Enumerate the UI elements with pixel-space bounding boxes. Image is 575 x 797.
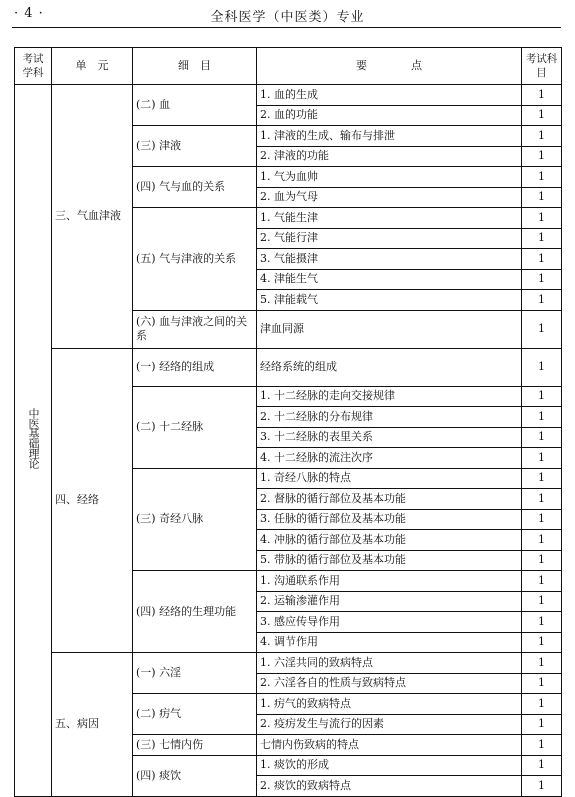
detail-cell: (三) 津液 <box>133 126 257 167</box>
point-cell: 2. 血的功能 <box>257 105 522 126</box>
detail-cell: (四) 气与血的关系 <box>133 167 257 208</box>
required-cell: 1 <box>522 167 562 188</box>
detail-cell: (五) 气与津液的关系 <box>133 208 257 311</box>
required-cell: 1 <box>522 509 562 530</box>
point-cell: 1. 奇经八脉的特点 <box>257 468 522 489</box>
detail-cell: (三) 七情内伤 <box>133 735 257 756</box>
point-cell: 1. 气为血帅 <box>257 167 522 188</box>
page-number: · 4 · <box>14 6 44 21</box>
required-cell: 1 <box>522 126 562 147</box>
required-cell: 1 <box>522 673 562 694</box>
point-cell: 4. 十二经脉的流注次序 <box>257 448 522 469</box>
point-cell: 1. 气能生津 <box>257 208 522 229</box>
required-cell: 1 <box>522 208 562 229</box>
table-row <box>15 653 562 674</box>
detail-cell: (一) 六淫 <box>133 653 257 694</box>
point-cell: 2. 津液的功能 <box>257 146 522 167</box>
header-detail: 细 目 <box>133 48 257 85</box>
required-cell: 1 <box>522 571 562 592</box>
detail-cell: (六) 血与津液之间的关系 <box>133 310 257 348</box>
required-cell: 1 <box>522 228 562 249</box>
header-subject: 考试学科 <box>15 48 52 85</box>
point-cell: 2. 疫疠发生与流行的因素 <box>257 714 522 735</box>
header-required: 考试科目 <box>522 48 562 85</box>
required-cell: 1 <box>522 653 562 674</box>
detail-cell: (二) 血 <box>133 85 257 126</box>
table-row <box>15 348 562 386</box>
required-cell: 1 <box>522 310 562 348</box>
required-cell: 1 <box>522 407 562 428</box>
required-cell: 1 <box>522 448 562 469</box>
required-cell: 1 <box>522 591 562 612</box>
required-cell: 1 <box>522 468 562 489</box>
header-rule <box>12 27 561 28</box>
point-cell: 1. 六淫共同的致病特点 <box>257 653 522 674</box>
point-cell: 5. 带脉的循行部位及基本功能 <box>257 550 522 571</box>
required-cell: 1 <box>522 530 562 551</box>
required-cell: 1 <box>522 269 562 290</box>
point-cell: 3. 十二经脉的表里关系 <box>257 427 522 448</box>
table-body <box>15 85 562 797</box>
point-cell: 2. 血为气母 <box>257 187 522 208</box>
point-cell: 1. 十二经脉的走向交接规律 <box>257 386 522 407</box>
point-cell: 2. 六淫各自的性质与致病特点 <box>257 673 522 694</box>
point-cell: 4. 调节作用 <box>257 632 522 653</box>
page-title: 全科医学（中医类）专业 <box>210 10 365 25</box>
required-cell: 1 <box>522 550 562 571</box>
syllabus-table <box>14 47 562 797</box>
detail-cell: (三) 奇经八脉 <box>133 468 257 571</box>
unit-cell: 三、气血津液 <box>52 85 133 349</box>
point-cell: 津血同源 <box>257 310 522 348</box>
required-cell: 1 <box>522 694 562 715</box>
detail-cell: (四) 经络的生理功能 <box>133 571 257 653</box>
table-row <box>15 85 562 106</box>
header-unit: 单 元 <box>52 48 133 85</box>
point-cell: 5. 津能载气 <box>257 290 522 311</box>
required-cell: 1 <box>522 612 562 633</box>
required-cell: 1 <box>522 187 562 208</box>
required-cell: 1 <box>522 348 562 386</box>
required-cell: 1 <box>522 105 562 126</box>
required-cell: 1 <box>522 489 562 510</box>
point-cell: 2. 痰饮的致病特点 <box>257 776 522 797</box>
required-cell: 1 <box>522 714 562 735</box>
subject-cell <box>15 85 52 797</box>
required-cell: 1 <box>522 755 562 776</box>
point-cell: 2. 十二经脉的分布规律 <box>257 407 522 428</box>
point-cell: 1. 沟通联系作用 <box>257 571 522 592</box>
point-cell: 3. 感应传导作用 <box>257 612 522 633</box>
point-cell: 1. 津液的生成、输布与排泄 <box>257 126 522 147</box>
point-cell: 2. 运输渗灌作用 <box>257 591 522 612</box>
required-cell: 1 <box>522 632 562 653</box>
detail-cell: (二) 疠气 <box>133 694 257 735</box>
point-cell: 3. 气能摄津 <box>257 249 522 270</box>
point-cell: 1. 血的生成 <box>257 85 522 106</box>
point-cell: 4. 冲脉的循行部位及基本功能 <box>257 530 522 551</box>
required-cell: 1 <box>522 146 562 167</box>
detail-cell: (一) 经络的组成 <box>133 348 257 386</box>
subject-label: 中医基础理论 <box>27 408 40 469</box>
point-cell: 4. 津能生气 <box>257 269 522 290</box>
unit-cell: 四、经络 <box>52 348 133 653</box>
required-cell: 1 <box>522 249 562 270</box>
required-cell: 1 <box>522 735 562 756</box>
detail-cell: (四) 痰饮 <box>133 755 257 796</box>
detail-cell: (二) 十二经脉 <box>133 386 257 468</box>
header-points: 要 点 <box>257 48 522 85</box>
point-cell: 经络系统的组成 <box>257 348 522 386</box>
point-cell: 1. 痰饮的形成 <box>257 755 522 776</box>
point-cell: 2. 气能行津 <box>257 228 522 249</box>
unit-cell: 五、病因 <box>52 653 133 797</box>
point-cell: 1. 疠气的致病特点 <box>257 694 522 715</box>
required-cell: 1 <box>522 290 562 311</box>
required-cell: 1 <box>522 776 562 797</box>
required-cell: 1 <box>522 386 562 407</box>
point-cell: 2. 督脉的循行部位及基本功能 <box>257 489 522 510</box>
required-cell: 1 <box>522 427 562 448</box>
point-cell: 3. 任脉的循行部位及基本功能 <box>257 509 522 530</box>
point-cell: 七情内伤致病的特点 <box>257 735 522 756</box>
required-cell: 1 <box>522 85 562 106</box>
